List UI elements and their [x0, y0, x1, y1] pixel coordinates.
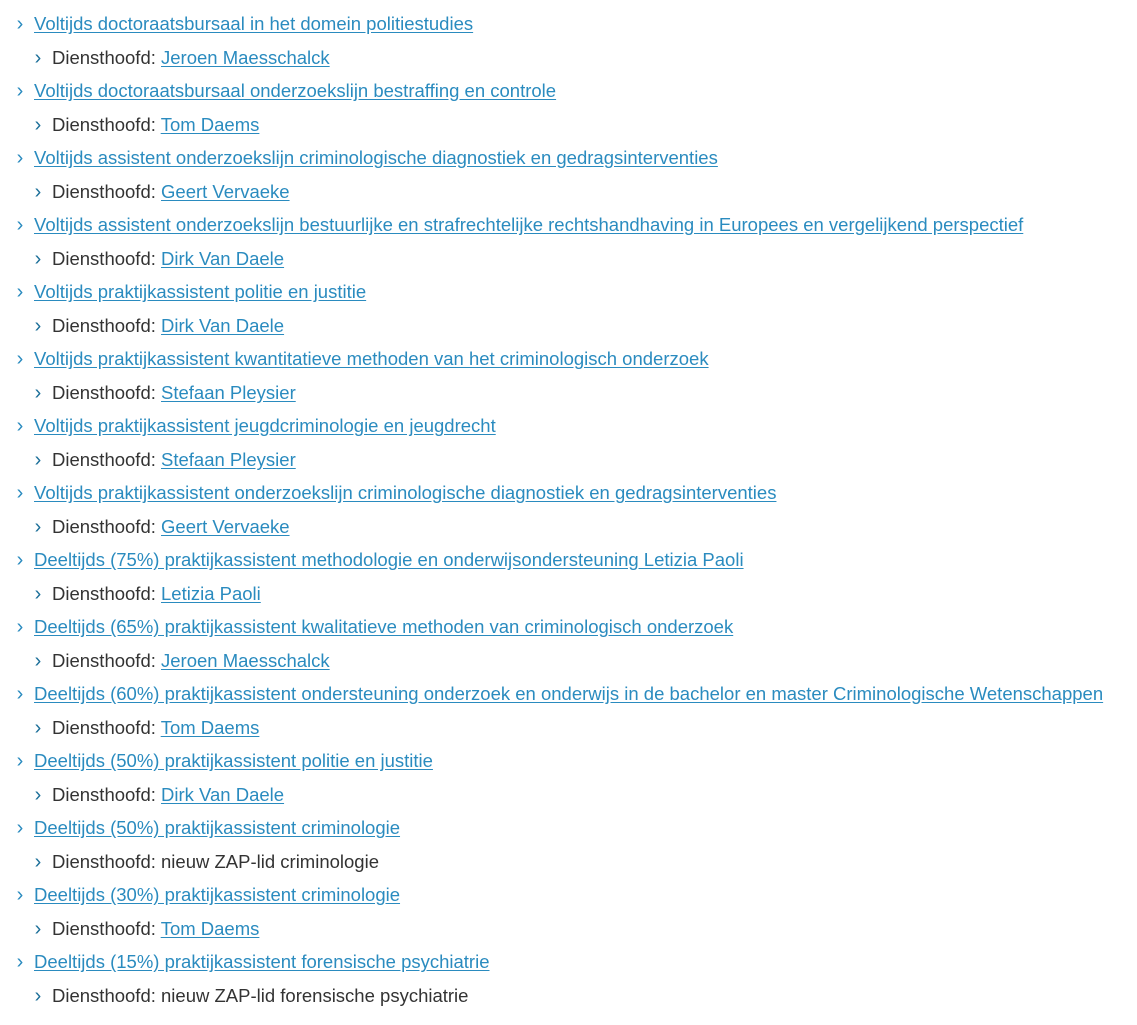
vacancy-title-link[interactable]: Deeltijds (50%) praktijkassistent criminologie	[34, 817, 401, 838]
chevron-right-icon: ›	[16, 415, 24, 437]
vacancy-title-link[interactable]: Voltijds doctoraatsbursaal in het domein politiestudies	[34, 13, 474, 34]
chevron-right-icon: ›	[16, 884, 24, 906]
vacancy-title-link[interactable]: Deeltijds (60%) praktijkassistent ondersteuning onderzoek en onderwijs in de bachelor en master Criminologische Wetenschappen	[34, 683, 1104, 704]
chevron-right-icon: ›	[16, 482, 24, 504]
vacancy-item	[0, 814, 1137, 848]
vacancy-title-link[interactable]: Deeltijds (50%) praktijkassistent politie en justitie	[34, 750, 433, 771]
vacancy-item	[0, 747, 1137, 781]
department-head-item	[0, 781, 1137, 815]
chevron-right-icon: ›	[34, 783, 42, 806]
vacancy-title-link[interactable]: Voltijds praktijkassistent politie en justitie	[34, 281, 367, 302]
department-head-label: Diensthoofd:	[52, 247, 156, 269]
department-head-label: Diensthoofd:	[52, 448, 156, 470]
vacancy-item	[0, 479, 1137, 513]
department-head-label: Diensthoofd:	[52, 46, 156, 68]
vacancy-item	[0, 77, 1137, 111]
chevron-right-icon: ›	[34, 917, 42, 940]
chevron-right-icon: ›	[16, 750, 24, 772]
department-head-label: Diensthoofd:	[52, 113, 156, 135]
chevron-right-icon: ›	[16, 817, 24, 839]
department-head-link[interactable]: Geert Vervaeke	[161, 180, 290, 202]
department-head-item	[0, 178, 1137, 212]
department-head-item	[0, 245, 1137, 279]
department-head-link[interactable]: Dirk Van Daele	[161, 247, 285, 269]
vacancy-title-link[interactable]: Voltijds assistent onderzoekslijn bestuurlijke en strafrechtelijke rechtshandhaving in Europees en vergelijkend perspectief	[34, 214, 1024, 235]
chevron-right-icon: ›	[16, 13, 24, 35]
chevron-right-icon: ›	[16, 549, 24, 571]
vacancy-title-link[interactable]: Deeltijds (65%) praktijkassistent kwalitatieve methoden van criminologisch onderzoek	[34, 616, 734, 637]
chevron-right-icon: ›	[34, 649, 42, 672]
vacancy-title-link[interactable]: Voltijds praktijkassistent kwantitatieve methoden van het criminologisch onderzoek	[34, 348, 709, 369]
chevron-right-icon: ›	[34, 381, 42, 404]
chevron-right-icon: ›	[16, 616, 24, 638]
department-head-link[interactable]: Tom Daems	[160, 716, 260, 738]
department-head-label: Diensthoofd:	[52, 783, 156, 805]
chevron-right-icon: ›	[34, 448, 42, 471]
department-head-link[interactable]: Letizia Paoli	[161, 582, 261, 604]
department-head-label: Diensthoofd:	[52, 515, 156, 537]
department-head-item	[0, 714, 1137, 748]
chevron-right-icon: ›	[16, 147, 24, 169]
department-head-label: Diensthoofd:	[52, 984, 156, 1006]
department-head-item	[0, 647, 1137, 681]
department-head-label: Diensthoofd:	[52, 314, 156, 336]
department-head-item	[0, 580, 1137, 614]
chevron-right-icon: ›	[16, 348, 24, 370]
vacancy-title-link[interactable]: Voltijds assistent onderzoekslijn criminologische diagnostiek en gedragsinterventies	[34, 147, 718, 168]
department-head-item	[0, 513, 1137, 547]
department-head-link[interactable]: Dirk Van Daele	[161, 314, 285, 336]
department-head-item	[0, 915, 1137, 949]
chevron-right-icon: ›	[34, 180, 42, 203]
vacancy-item	[0, 948, 1137, 982]
chevron-right-icon: ›	[34, 113, 42, 136]
department-head-name: nieuw ZAP-lid forensische psychiatrie	[161, 984, 469, 1006]
chevron-right-icon: ›	[34, 850, 42, 873]
chevron-right-icon: ›	[34, 515, 42, 538]
vacancy-title-link[interactable]: Deeltijds (75%) praktijkassistent methodologie en onderwijsondersteuning Letizia Paoli	[34, 549, 744, 570]
vacancy-item	[0, 278, 1137, 312]
vacancy-item	[0, 680, 1137, 714]
department-head-link[interactable]: Stefaan Pleysier	[161, 381, 296, 403]
vacancy-title-link[interactable]: Voltijds praktijkassistent jeugdcriminologie en jeugdrecht	[34, 415, 496, 436]
vacancy-title-link[interactable]: Voltijds doctoraatsbursaal onderzoekslijn bestraffing en controle	[34, 80, 557, 101]
department-head-label: Diensthoofd:	[52, 180, 156, 202]
department-head-item	[0, 111, 1137, 145]
department-head-link[interactable]: Jeroen Maesschalck	[161, 649, 330, 671]
department-head-item	[0, 44, 1137, 78]
department-head-link[interactable]: Jeroen Maesschalck	[161, 46, 330, 68]
chevron-right-icon: ›	[34, 984, 42, 1007]
department-head-label: Diensthoofd:	[52, 917, 156, 939]
vacancy-title-link[interactable]: Voltijds praktijkassistent onderzoekslijn criminologische diagnostiek en gedragsinterventies	[34, 482, 777, 503]
vacancy-title-link[interactable]: Deeltijds (30%) praktijkassistent criminologie	[34, 884, 401, 905]
department-head-label: Diensthoofd:	[52, 649, 156, 671]
department-head-item	[0, 982, 1137, 1016]
department-head-label: Diensthoofd:	[52, 582, 156, 604]
chevron-right-icon: ›	[16, 214, 24, 236]
vacancy-item	[0, 211, 1137, 245]
chevron-right-icon: ›	[34, 716, 42, 739]
chevron-right-icon: ›	[34, 582, 42, 605]
chevron-right-icon: ›	[34, 46, 42, 69]
department-head-label: Diensthoofd:	[52, 850, 156, 872]
department-head-link[interactable]: Tom Daems	[160, 917, 260, 939]
vacancy-item	[0, 546, 1137, 580]
department-head-link[interactable]: Geert Vervaeke	[161, 515, 290, 537]
chevron-right-icon: ›	[16, 80, 24, 102]
department-head-link[interactable]: Dirk Van Daele	[161, 783, 285, 805]
chevron-right-icon: ›	[16, 951, 24, 973]
department-head-item	[0, 379, 1137, 413]
vacancy-item	[0, 412, 1137, 446]
chevron-right-icon: ›	[34, 314, 42, 337]
department-head-link[interactable]: Stefaan Pleysier	[161, 448, 296, 470]
department-head-label: Diensthoofd:	[52, 381, 156, 403]
chevron-right-icon: ›	[16, 683, 24, 705]
vacancy-item	[0, 881, 1137, 915]
vacancy-item	[0, 613, 1137, 647]
department-head-item	[0, 312, 1137, 346]
department-head-link[interactable]: Tom Daems	[160, 113, 260, 135]
vacancy-item	[0, 10, 1137, 44]
department-head-name: nieuw ZAP-lid criminologie	[161, 850, 379, 872]
vacancy-title-link[interactable]: Deeltijds (15%) praktijkassistent forensische psychiatrie	[34, 951, 490, 972]
department-head-item	[0, 848, 1137, 882]
vacancy-item	[0, 144, 1137, 178]
department-head-item	[0, 446, 1137, 480]
chevron-right-icon: ›	[16, 281, 24, 303]
department-head-label: Diensthoofd:	[52, 716, 156, 738]
chevron-right-icon: ›	[34, 247, 42, 270]
vacancy-item	[0, 345, 1137, 379]
